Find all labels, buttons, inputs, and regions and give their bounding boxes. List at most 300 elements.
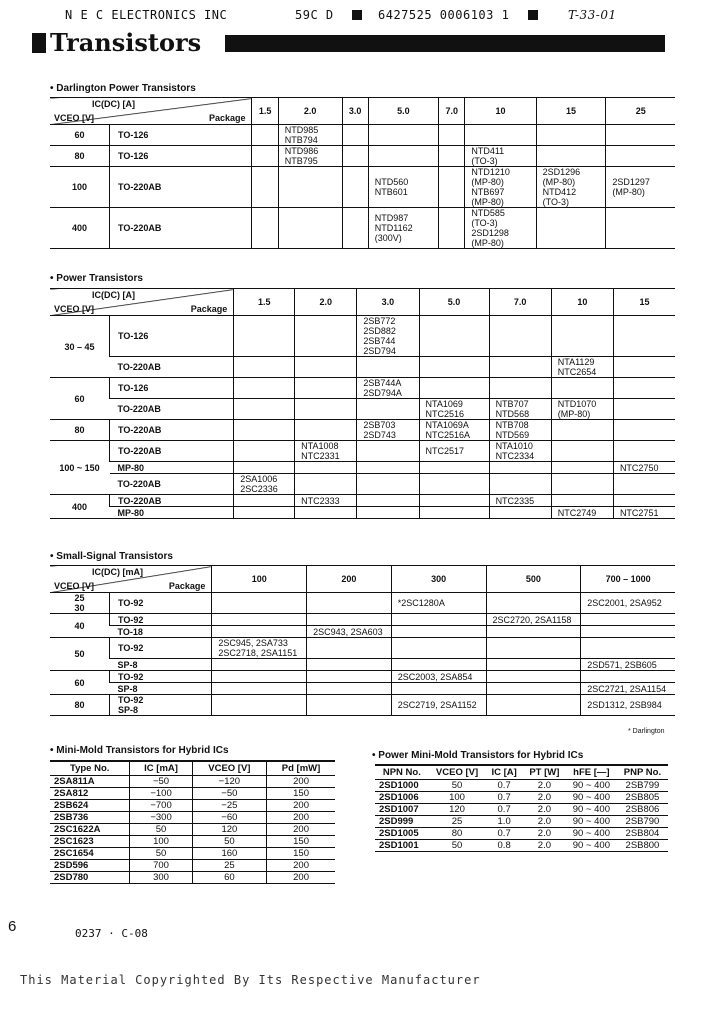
package-cell: TO-220AB <box>110 474 234 495</box>
axis-corner-header <box>50 98 252 125</box>
part-cell: *2SC1280A <box>391 593 486 614</box>
table-row <box>50 420 675 441</box>
column-header: 200 <box>307 566 392 593</box>
minimold-table <box>50 760 335 884</box>
table-cell: 0.7 <box>485 792 523 804</box>
part-cell: 2SC2719, 2SA1152 <box>391 695 486 716</box>
package-cell: TO-92 <box>110 671 212 683</box>
part-cell <box>606 208 675 249</box>
part-cell: NTD411 (TO-3) <box>465 146 536 167</box>
vceo-cell: 25 30 <box>50 593 110 614</box>
part-cell <box>536 208 606 249</box>
table-cell: 90 ~ 400 <box>566 780 617 792</box>
part-cell <box>581 671 675 683</box>
table-row <box>50 659 675 671</box>
vceo-cell: 400 <box>50 495 110 519</box>
table-row <box>50 695 675 716</box>
power-table <box>50 288 675 519</box>
vceo-cell: 60 <box>50 125 110 146</box>
table-cell: 50 <box>429 780 486 792</box>
part-cell <box>307 614 392 626</box>
table-cell: 200 <box>267 812 335 824</box>
marker-block <box>528 10 538 20</box>
part-cell <box>307 659 392 671</box>
table-cell: −50 <box>192 788 266 800</box>
page-title <box>32 28 201 57</box>
part-cell <box>536 125 606 146</box>
current-axis-label: IC(DC) [A] <box>92 290 135 300</box>
part-cell <box>342 125 368 146</box>
part-cell <box>278 208 342 249</box>
package-axis-label: Package <box>190 304 228 314</box>
table-cell: 2.0 <box>523 816 566 828</box>
part-cell: NTC2750 <box>613 462 675 474</box>
table-cell: 700 <box>130 860 192 872</box>
part-cell <box>613 420 675 441</box>
part-cell <box>252 125 278 146</box>
column-header: 1.5 <box>234 289 295 316</box>
vceo-cell: 80 <box>50 420 110 441</box>
table-cell: 2.0 <box>523 792 566 804</box>
table-row <box>50 441 675 462</box>
part-cell: 2SB772 2SD882 2SB744 2SD794 <box>357 316 419 357</box>
part-cell <box>295 399 357 420</box>
package-cell: TO-220AB <box>110 167 252 208</box>
table-row <box>50 399 675 420</box>
column-header: 7.0 <box>489 289 551 316</box>
part-cell: 2SD1296 (MP-80) NTD412 (TO-3) <box>536 167 606 208</box>
table-cell: 50 <box>429 840 486 852</box>
table-cell: 50 <box>192 836 266 848</box>
part-cell <box>357 462 419 474</box>
barcode-number: 6427525 0006103 1 <box>378 8 510 22</box>
part-cell <box>391 626 486 638</box>
part-cell: 2SC2720, 2SA1158 <box>486 614 581 626</box>
part-cell <box>295 462 357 474</box>
part-cell: NTB707 NTD568 <box>489 399 551 420</box>
table-row <box>50 788 335 800</box>
part-cell: NTC2751 <box>613 507 675 519</box>
part-cell <box>391 614 486 626</box>
part-cell <box>551 474 613 495</box>
vceo-cell: 80 <box>50 146 110 167</box>
table-row <box>375 804 668 816</box>
part-cell <box>357 474 419 495</box>
part-cell <box>613 495 675 507</box>
table-cell: 2SC1623 <box>50 836 130 848</box>
table-cell: −120 <box>192 776 266 788</box>
part-cell <box>342 146 368 167</box>
table-cell: 2SB624 <box>50 800 130 812</box>
table-cell: 25 <box>429 816 486 828</box>
table-cell: −25 <box>192 800 266 812</box>
table-row <box>50 146 675 167</box>
part-cell <box>234 399 295 420</box>
part-cell <box>439 208 465 249</box>
table-cell: 90 ~ 400 <box>566 816 617 828</box>
table-cell: 120 <box>429 804 486 816</box>
table-cell: −700 <box>130 800 192 812</box>
axis-corner-header <box>50 566 212 593</box>
package-cell: TO-18 <box>110 626 212 638</box>
table-cell: 150 <box>267 788 335 800</box>
part-cell <box>234 357 295 378</box>
part-cell <box>391 683 486 695</box>
table-cell: 200 <box>267 872 335 884</box>
voltage-axis-label: VCEO [V] <box>54 581 95 591</box>
handwritten-note: T-33-01 <box>568 8 617 22</box>
table-row <box>375 816 668 828</box>
table-cell: 2SD1005 <box>375 828 429 840</box>
part-cell <box>536 146 606 167</box>
part-cell <box>357 495 419 507</box>
table-cell: 2SB799 <box>617 780 668 792</box>
part-cell <box>234 316 295 357</box>
part-cell <box>368 125 438 146</box>
table-row <box>50 378 675 399</box>
table-cell: 2SD1007 <box>375 804 429 816</box>
vceo-cell: 100 ~ 150 <box>50 441 110 495</box>
table-row <box>50 125 675 146</box>
table-row <box>50 626 675 638</box>
part-cell <box>252 167 278 208</box>
column-header: NPN No. <box>375 765 429 780</box>
part-cell <box>581 638 675 659</box>
package-cell: TO-220AB <box>110 420 234 441</box>
column-header: 3.0 <box>357 289 419 316</box>
part-cell <box>489 474 551 495</box>
part-cell <box>234 441 295 462</box>
table-row <box>50 316 675 357</box>
part-cell <box>439 125 465 146</box>
package-cell: TO-220AB <box>110 399 234 420</box>
part-cell <box>486 659 581 671</box>
package-cell: TO-126 <box>110 125 252 146</box>
part-cell: NTC2749 <box>551 507 613 519</box>
table-cell: 1.0 <box>485 816 523 828</box>
table-row <box>50 638 675 659</box>
package-cell: TO-92 <box>110 593 212 614</box>
part-cell: NTC2333 <box>295 495 357 507</box>
column-header: 15 <box>613 289 675 316</box>
vceo-cell: 60 <box>50 671 110 695</box>
part-cell <box>419 357 489 378</box>
part-cell <box>581 626 675 638</box>
page-title-text: Transistors <box>50 28 202 57</box>
part-cell <box>212 683 307 695</box>
vceo-cell: 60 <box>50 378 110 420</box>
table-row <box>50 474 675 495</box>
table-row <box>375 780 668 792</box>
table-cell: 100 <box>130 836 192 848</box>
table-cell: 60 <box>192 872 266 884</box>
column-header: 7.0 <box>439 98 465 125</box>
part-cell: 2SC945, 2SA733 2SC2718, 2SA1151 <box>212 638 307 659</box>
table-cell: 2.0 <box>523 840 566 852</box>
marker-block <box>352 10 362 20</box>
part-cell: NTB708 NTD569 <box>489 420 551 441</box>
part-cell <box>307 683 392 695</box>
table-cell: 50 <box>130 848 192 860</box>
table-cell: 50 <box>130 824 192 836</box>
part-cell <box>606 125 675 146</box>
package-axis-label: Package <box>168 581 206 591</box>
part-cell: 2SC2721, 2SA1154 <box>581 683 675 695</box>
column-header: 10 <box>465 98 536 125</box>
table-row <box>50 824 335 836</box>
table-cell: 150 <box>267 848 335 860</box>
table-cell: 0.7 <box>485 780 523 792</box>
part-cell <box>357 399 419 420</box>
vceo-cell: 30 – 45 <box>50 316 110 378</box>
table-cell: 2SD1000 <box>375 780 429 792</box>
table-row <box>50 507 675 519</box>
part-cell <box>551 378 613 399</box>
table-cell: 2SD596 <box>50 860 130 872</box>
table-cell: 80 <box>429 828 486 840</box>
part-cell <box>307 638 392 659</box>
part-cell: 2SB744A 2SD794A <box>357 378 419 399</box>
table-cell: 300 <box>130 872 192 884</box>
table-cell: 0.7 <box>485 828 523 840</box>
part-cell <box>307 671 392 683</box>
table-row <box>50 848 335 860</box>
column-header: IC [A] <box>485 765 523 780</box>
column-header: 300 <box>391 566 486 593</box>
vceo-cell: 80 <box>50 695 110 716</box>
package-cell: TO-92 <box>110 614 212 626</box>
table-cell: 2.0 <box>523 780 566 792</box>
small-signal-table <box>50 565 675 716</box>
table-row <box>50 167 675 208</box>
header-row <box>50 98 675 125</box>
part-cell <box>551 462 613 474</box>
part-cell: 2SD1312, 2SB984 <box>581 695 675 716</box>
table-cell: −60 <box>192 812 266 824</box>
column-header: 100 <box>212 566 307 593</box>
part-cell <box>419 316 489 357</box>
table-cell: 150 <box>267 836 335 848</box>
part-cell: NTA1010 NTC2334 <box>489 441 551 462</box>
table-cell: 90 ~ 400 <box>566 804 617 816</box>
part-cell <box>486 683 581 695</box>
part-cell <box>212 695 307 716</box>
part-cell: NTA1069 NTC2516 <box>419 399 489 420</box>
part-cell <box>357 441 419 462</box>
power-title: • Power Transistors <box>50 273 143 284</box>
part-cell <box>419 462 489 474</box>
part-cell: NTD986 NTB795 <box>278 146 342 167</box>
table-row <box>375 840 668 852</box>
small-signal-title: • Small-Signal Transistors <box>50 551 173 562</box>
table-cell: 2SD999 <box>375 816 429 828</box>
part-cell <box>342 208 368 249</box>
table-row <box>50 208 675 249</box>
table-cell: 2SB805 <box>617 792 668 804</box>
column-header: PNP No. <box>617 765 668 780</box>
table-cell: 2SB790 <box>617 816 668 828</box>
column-header: 10 <box>551 289 613 316</box>
part-cell <box>486 626 581 638</box>
package-axis-label: Package <box>208 113 246 123</box>
part-cell <box>419 507 489 519</box>
package-cell: TO-220AB <box>110 208 252 249</box>
table-cell: 200 <box>267 776 335 788</box>
table-row <box>50 683 675 695</box>
vceo-cell: 100 <box>50 167 110 208</box>
table-row <box>50 357 675 378</box>
part-cell <box>368 146 438 167</box>
table-row <box>50 872 335 884</box>
part-cell <box>486 638 581 659</box>
package-cell: TO-126 <box>110 146 252 167</box>
table-cell: 2SD1006 <box>375 792 429 804</box>
vceo-cell: 50 <box>50 638 110 671</box>
doc-code: 59C D <box>295 8 334 22</box>
package-cell: TO-126 <box>110 316 234 357</box>
table-cell: 0.8 <box>485 840 523 852</box>
part-cell <box>606 146 675 167</box>
header-row <box>50 566 675 593</box>
table-cell: 2SB804 <box>617 828 668 840</box>
package-cell: TO-92 SP-8 <box>110 695 212 716</box>
power-minimold-title: • Power Mini-Mold Transistors for Hybrid ICs <box>372 750 584 761</box>
table-cell: 2SD1001 <box>375 840 429 852</box>
part-cell <box>391 638 486 659</box>
part-cell <box>307 593 392 614</box>
footnote: * Darlington <box>628 728 665 735</box>
part-cell <box>551 495 613 507</box>
part-cell <box>234 507 295 519</box>
table-row <box>50 495 675 507</box>
part-cell <box>613 474 675 495</box>
part-cell <box>252 146 278 167</box>
table-cell: 2SC1654 <box>50 848 130 860</box>
part-cell <box>234 495 295 507</box>
part-cell <box>486 593 581 614</box>
voltage-axis-label: VCEO [V] <box>54 304 95 314</box>
vceo-cell: 400 <box>50 208 110 249</box>
package-cell: SP-8 <box>110 659 212 671</box>
part-cell <box>212 671 307 683</box>
part-cell: 2SC2003, 2SA854 <box>391 671 486 683</box>
part-cell: 2SA1006 2SC2336 <box>234 474 295 495</box>
table-cell: 25 <box>192 860 266 872</box>
power-minimold-table <box>375 764 668 852</box>
part-cell: 2SD1297 (MP-80) <box>606 167 675 208</box>
part-cell: 2SB703 2SD743 <box>357 420 419 441</box>
darlington-title: • Darlington Power Transistors <box>50 83 196 94</box>
part-cell <box>489 357 551 378</box>
part-cell <box>613 441 675 462</box>
part-cell <box>613 357 675 378</box>
table-cell: 2SD780 <box>50 872 130 884</box>
column-header: 15 <box>536 98 606 125</box>
package-cell: TO-220AB <box>110 357 234 378</box>
part-cell: 2SC943, 2SA603 <box>307 626 392 638</box>
table-row <box>375 828 668 840</box>
part-cell: NTC2335 <box>489 495 551 507</box>
column-header: 500 <box>486 566 581 593</box>
column-header: 700 – 1000 <box>581 566 675 593</box>
part-cell: NTA1069A NTC2516A <box>419 420 489 441</box>
part-cell: NTA1129 NTC2654 <box>551 357 613 378</box>
table-row <box>375 792 668 804</box>
title-square-icon <box>32 33 46 53</box>
package-cell: MP-80 <box>110 462 234 474</box>
copyright-line: This Material Copyrighted By Its Respective Manufacturer <box>20 973 481 987</box>
part-cell <box>551 420 613 441</box>
table-row <box>50 776 335 788</box>
column-header: 5.0 <box>419 289 489 316</box>
part-cell <box>391 659 486 671</box>
part-cell <box>234 420 295 441</box>
part-cell: NTD1070 (MP-80) <box>551 399 613 420</box>
table-cell: 2SB806 <box>617 804 668 816</box>
part-cell <box>465 125 536 146</box>
part-cell <box>489 378 551 399</box>
table-row <box>50 836 335 848</box>
part-cell <box>357 357 419 378</box>
table-cell: −100 <box>130 788 192 800</box>
part-cell <box>581 614 675 626</box>
package-cell: TO-220AB <box>110 441 234 462</box>
part-cell <box>212 614 307 626</box>
part-cell: 2SD571, 2SB605 <box>581 659 675 671</box>
column-header: IC [mA] <box>130 761 192 776</box>
column-header: VCEO [V] <box>429 765 486 780</box>
page-number: 6 <box>8 918 17 935</box>
part-cell <box>234 462 295 474</box>
part-cell <box>295 474 357 495</box>
part-cell <box>295 378 357 399</box>
table-cell: 120 <box>192 824 266 836</box>
table-cell: 200 <box>267 800 335 812</box>
package-cell: SP-8 <box>110 683 212 695</box>
table-cell: 2SB800 <box>617 840 668 852</box>
package-cell: TO-126 <box>110 378 234 399</box>
part-cell: NTD987 NTD1162 (300V) <box>368 208 438 249</box>
header-row <box>50 761 335 776</box>
part-cell: NTD585 (TO-3) 2SD1298 (MP-80) <box>465 208 536 249</box>
part-cell <box>212 626 307 638</box>
table-cell: −300 <box>130 812 192 824</box>
column-header: Type No. <box>50 761 130 776</box>
title-bar <box>225 35 665 52</box>
part-cell <box>295 420 357 441</box>
header-row <box>375 765 668 780</box>
part-cell <box>613 316 675 357</box>
part-cell: NTD985 NTB794 <box>278 125 342 146</box>
part-cell <box>439 167 465 208</box>
part-cell <box>489 316 551 357</box>
table-cell: 100 <box>429 792 486 804</box>
table-cell: 2.0 <box>523 828 566 840</box>
part-cell <box>419 474 489 495</box>
table-cell: 2SA812 <box>50 788 130 800</box>
part-cell <box>295 507 357 519</box>
part-cell <box>613 378 675 399</box>
minimold-title: • Mini-Mold Transistors for Hybrid ICs <box>50 745 229 756</box>
part-cell <box>419 495 489 507</box>
darlington-table <box>50 97 675 249</box>
part-cell: 2SC2001, 2SA952 <box>581 593 675 614</box>
part-cell <box>613 399 675 420</box>
column-header: 5.0 <box>368 98 438 125</box>
table-row <box>50 812 335 824</box>
table-row <box>50 593 675 614</box>
column-header: 2.0 <box>278 98 342 125</box>
